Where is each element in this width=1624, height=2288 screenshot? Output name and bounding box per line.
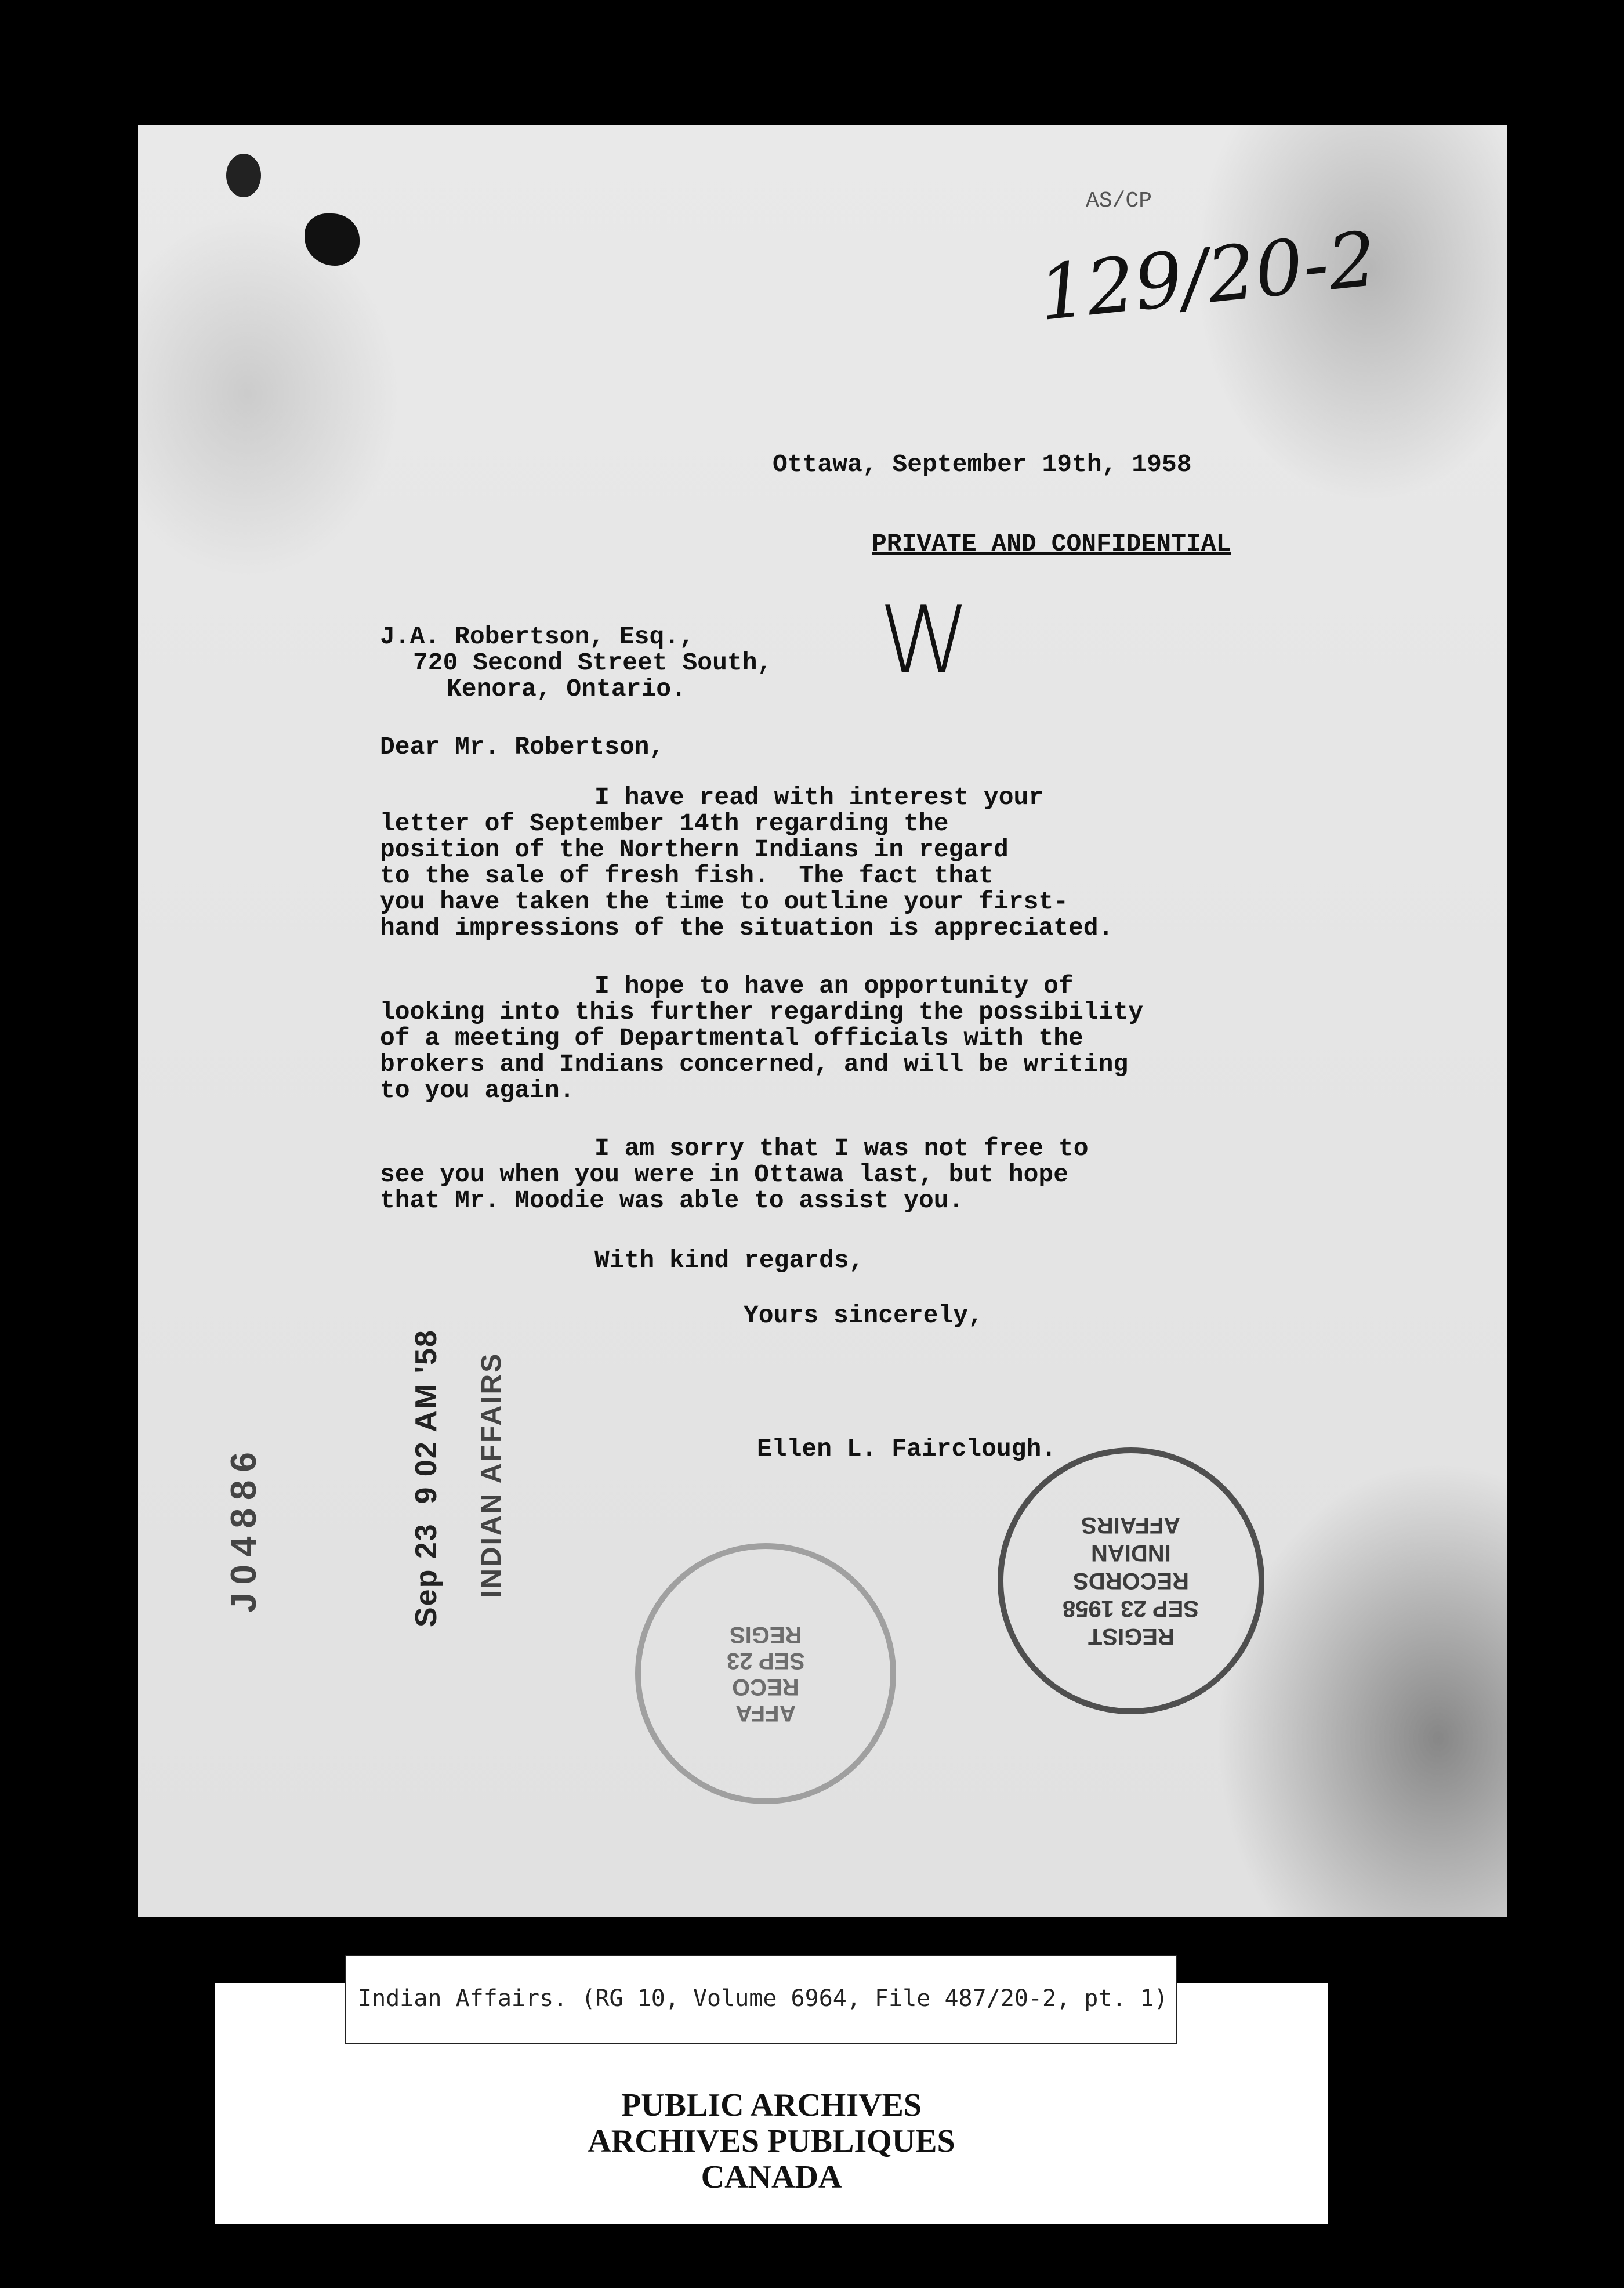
addressee-line-3: Kenora, Ontario.	[447, 675, 686, 703]
stamp-right-text: RECORDS	[1072, 1568, 1190, 1594]
archive-line-2: ARCHIVES PUBLIQUES	[588, 2123, 955, 2159]
archive-citation-strip	[345, 1955, 1177, 2044]
round-stamp-left	[635, 1543, 896, 1804]
paragraph-3-line: that Mr. Moodie was able to assist you.	[380, 1186, 964, 1215]
paragraph-2-line: looking into this further regarding the possibility	[380, 998, 1144, 1026]
stamp-left-text: REGIS	[729, 1622, 802, 1648]
received-stamp-date: Sep 23 9 02 AM '58	[409, 1329, 443, 1627]
paragraph-2-line: brokers and Indians concerned, and will be writing	[380, 1050, 1129, 1078]
archive-line-1: PUBLIC ARCHIVES	[621, 2087, 922, 2123]
paragraph-2-line: to you again.	[380, 1076, 575, 1105]
round-stamp-right	[998, 1447, 1264, 1714]
archive-citation: Indian Affairs. (RG 10, Volume 6964, File 487/20-2, pt. 1)	[358, 1985, 1168, 2012]
paragraph-1-line: I have read with interest your	[594, 783, 1044, 812]
received-stamp-dept: INDIAN AFFAIRS	[476, 1352, 507, 1598]
paragraph-1-line: you have taken the time to outline your first-	[380, 888, 1068, 916]
stamp-left-text: AFFA	[735, 1700, 796, 1726]
dateline: Ottawa, September 19th, 1958	[773, 450, 1192, 479]
serial-number-stamp: J04886	[224, 1444, 264, 1613]
paragraph-3-line: see you when you were in Ottawa last, but hope	[380, 1160, 1068, 1189]
paragraph-1-line: letter of September 14th regarding the	[380, 809, 949, 838]
file-ref-printed: AS/CP	[1086, 189, 1152, 213]
paragraph-2-line: I hope to have an opportunity of	[594, 972, 1074, 1000]
paragraph-2-line: of a meeting of Departmental officials with the	[380, 1024, 1083, 1052]
salutation: Dear Mr. Robertson,	[380, 733, 665, 761]
paragraph-1-line: hand impressions of the situation is appreciated.	[380, 914, 1114, 942]
stamp-left-text: SEP 23	[726, 1648, 805, 1674]
addressee-line-2: 720 Second Street South,	[413, 649, 773, 677]
file-ref-handwritten: 129/20-2	[1034, 214, 1381, 338]
stamp-left-text: RECO	[732, 1674, 799, 1700]
stamp-right-text: REGIST	[1088, 1624, 1174, 1649]
addressee-line-1: J.A. Robertson, Esq.,	[380, 622, 694, 651]
classification: PRIVATE AND CONFIDENTIAL	[872, 530, 1231, 558]
ink-blot	[226, 154, 261, 197]
paragraph-1-line: to the sale of fresh fish. The fact that	[380, 861, 994, 890]
archive-line-3: CANADA	[701, 2159, 842, 2195]
stamp-right-text: AFFAIRS	[1081, 1512, 1181, 1538]
initial-mark: W	[879, 586, 971, 694]
signature-typed: Ellen L. Fairclough.	[757, 1435, 1057, 1463]
paragraph-3-line: I am sorry that I was not free to	[594, 1134, 1089, 1163]
stamp-right-text: SEP 23 1958	[1063, 1596, 1199, 1621]
paragraph-1-line: position of the Northern Indians in regard	[380, 835, 1009, 864]
regards: With kind regards,	[594, 1246, 864, 1275]
closing: Yours sincerely,	[744, 1301, 983, 1330]
stamp-right-text: INDIAN	[1091, 1540, 1171, 1566]
